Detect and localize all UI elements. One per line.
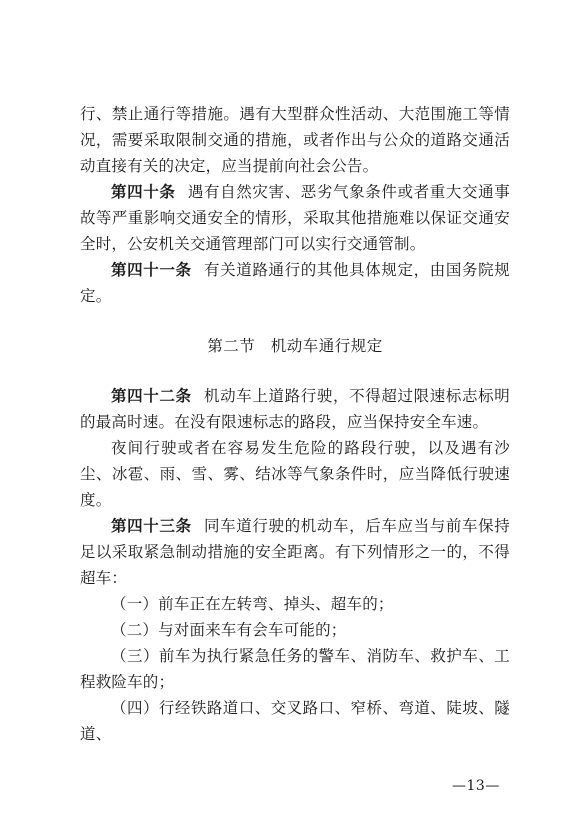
list-item-text: （三）前车为执行紧急任务的警车、消防车、救护车、工程救险车的； [80, 647, 510, 691]
paragraph-text: 有关道路通行的其他具体规定，由国务院规定。 [80, 261, 510, 305]
list-item [80, 591, 510, 617]
article-number: 第四十条 [111, 183, 176, 201]
article-42 [80, 383, 510, 435]
paragraph-text: 行、禁止通行等措施。遇有大型群众性活动、大范围施工等情况，需要采取限制交通的措施，或者作出与公众的道路交通活动直接有关的决定，应当提前向社会公告。 [80, 105, 510, 175]
list-item-text: （四）行经铁路道口、交叉路口、窄桥、弯道、陡坡、隧道、 [80, 699, 510, 743]
article-number: 第四十二条 [111, 387, 192, 405]
paragraph-text: 同车道行驶的机动车，后车应当与前车保持足以采取紧急制动措施的安全距离。有下列情形之一的，不得超车： [80, 517, 510, 587]
paragraph-text: 遇有自然灾害、恶劣气象条件或者重大交通事故等严重影响交通安全的情形，采取其他措施难以保证交通安全时，公安机关交通管理部门可以实行交通管制。 [80, 183, 510, 253]
section-heading [80, 333, 510, 359]
list-item-text: （二）与对面来车有会车可能的； [111, 621, 347, 639]
article-40 [80, 179, 510, 257]
article-43 [80, 513, 510, 591]
paragraph-text: 机动车上道路行驶，不得超过限速标志标明的最高时速。在没有限速标志的路段，应当保持安全车速。 [80, 387, 510, 431]
article-number: 第四十一条 [111, 261, 192, 279]
article-41 [80, 257, 510, 309]
list-item [80, 695, 510, 747]
paragraph-text: 夜间行驶或者在容易发生危险的路段行驶，以及遇有沙尘、冰雹、雨、雪、雾、结冰等气象条件时，应当降低行驶速度。 [80, 439, 510, 509]
paragraph-group-before [80, 101, 510, 309]
section-title: 机动车通行规定 [270, 337, 383, 355]
article-number: 第四十三条 [111, 517, 192, 535]
paragraph-continued [80, 101, 510, 179]
paragraph-group-after [80, 383, 510, 747]
list-item [80, 617, 510, 643]
page-body [80, 101, 510, 747]
paragraph [80, 435, 510, 513]
list-item [80, 643, 510, 695]
list-item-text: （一）前车正在左转弯、掉头、超车的； [111, 595, 394, 613]
section-number: 第二节 [207, 337, 256, 355]
page-number: —13— [452, 778, 500, 794]
